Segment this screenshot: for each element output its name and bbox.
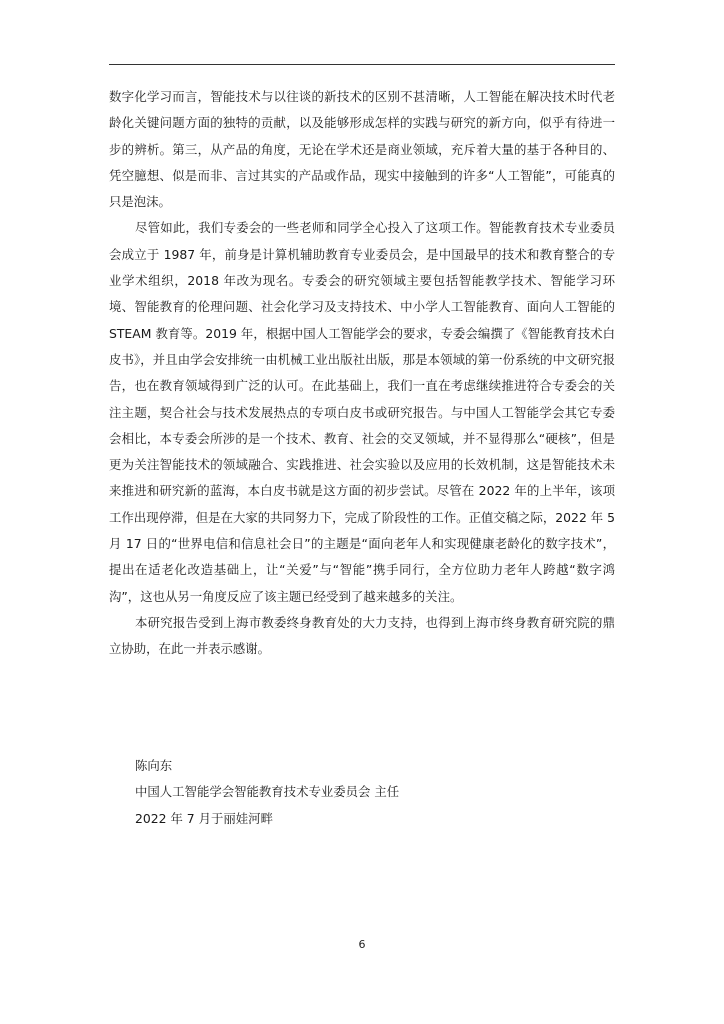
signature-block <box>135 753 595 832</box>
paragraph-2: 尽管如此，我们专委会的一些老师和同学全心投入了这项工作。智能教育技术专业委员会成立于 1987 年，前身是计算机辅助教育专业委员会，是中国最早的技术和教育整合的专业学术组织，2018 年改为现名。专委会的研究领域主要包括智能教学技术、智能学习环境、智能教育的伦理问题、社会化学习及支持技术、中小学人工智能教育、面向人工智能的 STEAM 教育等。2019 年，根据中国人工智能学会的要求，专委会编撰了《智能教育技术白皮书》，并且由学会安排统一由机械工业出版社出版，那是本领域的第一份系统的中文研究报告，也在教育领域得到广泛的认可。在此基础上，我们一直在考虑继续推进符合专委会的关注主题，契合社会与技术发展热点的专项白皮书或研究报告。与中国人工智能学会其它专委会相比，本专委会所涉的是一个技术、教育、社会的交叉领域，并不显得那么“硬核”，但是更为关注智能技术的领域融合、实践推进、社会实验以及应用的长效机制，这是智能技术未来推进和研究新的蓝海，本白皮书就是这方面的初步尝试。尽管在 2022 年的上半年，该项工作出现停滞，但是在大家的共同努力下，完成了阶段性的工作。正值交稿之际，2022 年 5 月 17 日的“世界电信和信息社会日”的主题是“面向老年人和实现健康老龄化的数字技术”，提出在适老化改造基础上，让“关爱”与“智能”携手同行，全方位助力老年人跨越“数字鸿沟”，这也从另一角度反应了该主题已经受到了越来越多的关注。 <box>109 220 615 604</box>
paragraph-3: 本研究报告受到上海市教委终身教育处的大力支持，也得到上海市终身教育研究院的鼎立协助，在此一并表示感谢。 <box>109 614 615 657</box>
body-text <box>109 84 615 663</box>
signature-name: 陈向东 <box>135 758 173 773</box>
signature-position: 中国人工智能学会智能教育技术专业委员会 主任 <box>135 784 400 800</box>
page-number: 6 <box>358 938 366 951</box>
signature-date: 2022 年 7 月于丽娃河畔 <box>135 810 273 826</box>
header-rule <box>109 64 615 65</box>
paragraph-1: 数字化学习而言，智能技术与以往谈的新技术的区别不甚清晰，人工智能在解决技术时代老龄化关键问题方面的独特的贡献，以及能够形成怎样的实践与研究的新方向，似乎有待进一步的辨析。第三，从产品的角度，无论在学术还是商业领域，充斥着大量的基于各种目的、凭空臆想、似是而非、言过其实的产品或作品，现实中接触到的许多“人工智能”，可能真的只是泡沫。 <box>109 89 615 210</box>
